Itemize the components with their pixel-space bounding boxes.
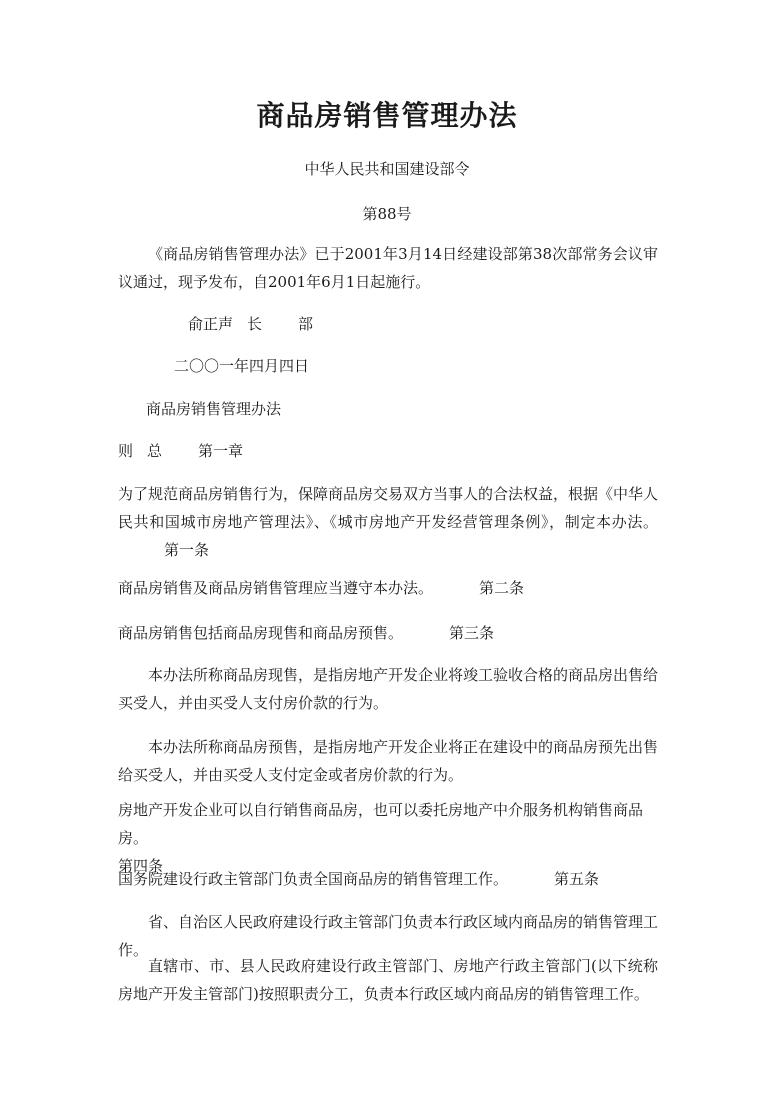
article-3-label: 第三条 (449, 624, 495, 642)
article-1 (118, 480, 658, 564)
city-paragraph: 直辖市、市、县人民政府建设行政主管部门、房地产行政主管部门(以下统称房地产开发主管部门)按照职责分工，负责本行政区域内商品房的销售管理工作。 (118, 957, 658, 1003)
subtitle-line: 商品房销售管理办法 (146, 400, 282, 418)
yushou-paragraph: 本办法所称商品房预售，是指房地产开发企业将正在建设中的商品房预先出售给买受人，并由买受人支付定金或者房价款的行为。 (118, 738, 659, 784)
order-number: 第88号 (362, 205, 412, 223)
article-3 (118, 619, 494, 647)
article-4-text: 房地产开发企业可以自行销售商品房，也可以委托房地产中介服务机构销售商品房。 (118, 801, 644, 847)
article-2-label: 第二条 (479, 579, 525, 597)
article-4-label: 第四条 (118, 857, 164, 875)
article-2-text: 商品房销售及商品房销售管理应当遵守本办法。 (118, 579, 434, 597)
signature-name: 俞正声 (188, 315, 234, 333)
date-line: 二〇〇一年四月四日 (174, 357, 310, 375)
signature-line (188, 310, 313, 338)
intro-paragraph: 《商品房销售管理办法》已于2001年3月14日经建设部第38次部常务会议审议通过，现予发布，自2001年6月1日起施行。 (118, 245, 658, 291)
document-title: 商品房销售管理办法 (256, 99, 518, 132)
chapter-part-1: 则 (118, 442, 134, 460)
article-5-text: 国务院建设行政主管部门负责全国商品房的销售管理工作。 (118, 870, 509, 888)
article-5 (118, 865, 599, 893)
province-paragraph: 省、自治区人民政府建设行政主管部门负责本行政区域内商品房的销售管理工作。 (118, 913, 659, 959)
chapter-part-2: 总 (147, 442, 163, 460)
chapter-heading (118, 437, 243, 465)
issuer-line: 中华人民共和国建设部令 (304, 160, 470, 178)
xianshou-paragraph: 本办法所称商品房现售，是指房地产开发企业将竣工验收合格的商品房出售给买受人，并由买受人支付房价款的行为。 (118, 666, 659, 712)
article-1-text: 为了规范商品房销售行为，保障商品房交易双方当事人的合法权益，根据《中华人民共和国城市房地产管理法》、《城市房地产开发经营管理条例》，制定本办法。 (118, 485, 659, 531)
chapter-label: 第一章 (198, 442, 244, 460)
signature-title-2: 部 (298, 315, 314, 333)
article-3-text: 商品房销售包括商品房现售和商品房预售。 (118, 624, 404, 642)
signature-title-1: 长 (247, 315, 263, 333)
article-1-label-a: 第 (164, 541, 180, 559)
article-2 (118, 574, 524, 602)
article-1-label-b: 一条 (179, 541, 210, 559)
article-5-label: 第五条 (554, 870, 600, 888)
